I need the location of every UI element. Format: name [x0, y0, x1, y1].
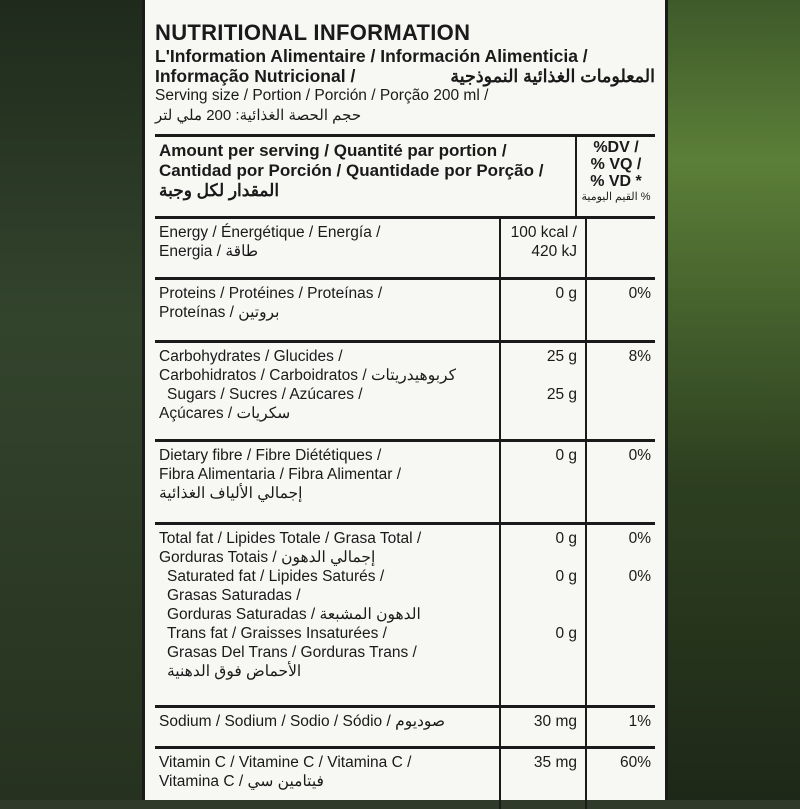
carbs-ar: كربوهيدريتات — [370, 367, 456, 384]
fat-gap-2 — [505, 586, 577, 605]
nutrition-label — [142, 0, 668, 800]
transfat-label-1: Trans fat / Graisses Insaturées / — [167, 625, 387, 642]
fat-label-1: Total fat / Lipides Totale / Grasa Total / — [159, 530, 422, 547]
energy-label-1: Energy / Énergétique / Energía / — [159, 224, 381, 241]
satfat-grams: 0 g — [555, 568, 577, 585]
fibre-label-2: Fibra Alimentaria / Fibra Alimentar / — [159, 466, 402, 483]
carbs-label — [155, 343, 499, 439]
fat-gap — [505, 548, 577, 567]
dv-line-2: % VQ / — [590, 156, 642, 173]
satfat-label-2: Grasas Saturadas / — [167, 587, 301, 604]
sugars-grams: 25 g — [546, 386, 577, 403]
dv-line-ar: % القيم اليومية — [581, 191, 651, 203]
sugars-label-2 — [159, 404, 495, 423]
satfat-dv-value: 0% — [628, 568, 651, 585]
energy-label-2 — [159, 242, 495, 261]
vitamin-c-label — [155, 749, 499, 809]
sodium-row — [155, 708, 655, 749]
fat-label — [155, 525, 499, 705]
label-subtitle-2 — [155, 66, 655, 86]
amount-line-3: المقدار لكل وجبة — [159, 181, 280, 200]
vitc-label-2 — [159, 772, 495, 791]
transfat-ar: الأحماض فوق الدهنية — [167, 663, 302, 680]
transfat-label-2: Grasas Del Trans / Gorduras Trans / — [167, 644, 417, 661]
subtitle-pt: Informação Nutricional / — [155, 66, 356, 86]
dv-line-3: % VD * — [590, 173, 642, 190]
fat-gap-3 — [505, 605, 577, 624]
carbs-dv: 8% — [585, 343, 655, 439]
label-subtitle: L'Information Alimentaire / Información Alimenticia / — [155, 46, 588, 66]
energy-kj: 420 kJ — [531, 243, 577, 260]
carbs-grams: 25 g — [546, 348, 577, 365]
sodium-latin: Sodium / Sodium / Sodio / Sódio / — [159, 713, 391, 730]
satfat-pt: Gorduras Saturadas / — [167, 606, 316, 623]
sugars-label-1: Sugars / Sucres / Azúcares / — [167, 386, 363, 403]
protein-label — [155, 280, 499, 340]
sugars-ar: سكريات — [236, 405, 291, 422]
sodium-label-1 — [159, 712, 495, 731]
carbs-row — [155, 343, 655, 442]
amount-line-2: Cantidad por Porción / Quantidade por Porção / — [159, 161, 544, 180]
energy-value — [499, 219, 585, 277]
energy-row — [155, 219, 655, 280]
energy-pt: Energia / — [159, 243, 222, 260]
transfat-grams: 0 g — [555, 625, 577, 642]
sodium-value: 30 mg — [499, 708, 585, 746]
amount-header-text — [155, 137, 575, 216]
satfat-ar: الدهون المشبعة — [319, 606, 421, 623]
fat-dv — [585, 525, 655, 705]
vitamin-c-dv: 60% — [585, 749, 655, 809]
fibre-dv: 0% — [585, 442, 655, 522]
nutrition-table — [155, 134, 655, 809]
energy-dv — [585, 219, 655, 277]
carbs-label-2 — [159, 366, 495, 385]
amount-line-1: Amount per serving / Quantité par portion / — [159, 141, 507, 160]
sugars-pt: Açúcares / — [159, 405, 233, 422]
energy-label — [155, 219, 499, 277]
carbs-value — [499, 343, 585, 439]
dv-header — [575, 137, 655, 216]
vitc-label-1: Vitamin C / Vitamine C / Vitamina C / — [159, 754, 412, 771]
protein-row — [155, 280, 655, 343]
fibre-ar: إجمالي الألياف الغذائية — [159, 485, 303, 502]
fat-grams: 0 g — [555, 530, 577, 547]
fat-dv-value: 0% — [628, 530, 651, 547]
protein-dv: 0% — [585, 280, 655, 340]
energy-kcal: 100 kcal / — [510, 224, 577, 241]
fat-label-2 — [159, 548, 495, 567]
vitc-pt: Vitamina C / — [159, 773, 244, 790]
vitamin-c-value: 35 mg — [499, 749, 585, 809]
carbs-label-1: Carbohydrates / Glucides / — [159, 348, 343, 365]
fat-dv-gap — [591, 548, 651, 567]
fat-ar: إجمالي الدهون — [281, 549, 376, 566]
fibre-value: 0 g — [499, 442, 585, 522]
serving-size: Serving size / Portion / Porción / Porção 200 ml / — [155, 87, 489, 104]
fat-row — [155, 525, 655, 708]
sodium-label — [155, 708, 499, 746]
satfat-label-1: Saturated fat / Lipides Saturés / — [167, 568, 385, 585]
sodium-ar: صوديوم — [395, 713, 446, 730]
background-right — [650, 0, 800, 800]
protein-label-1: Proteins / Protéines / Proteínas / — [159, 285, 383, 302]
protein-pt: Proteínas / — [159, 304, 234, 321]
carbs-gap — [505, 366, 577, 385]
label-title: NUTRITIONAL INFORMATION — [155, 20, 471, 45]
vitc-ar: فيتامين سي — [247, 773, 324, 790]
satfat-label-3 — [159, 605, 495, 624]
carbs-es-pt: Carbohidratos / Carboidratos / — [159, 367, 367, 384]
protein-ar: بروتين — [238, 304, 280, 321]
protein-value: 0 g — [499, 280, 585, 340]
protein-label-2 — [159, 303, 495, 322]
subtitle-ar: المعلومات الغذائية النموذجية — [450, 66, 655, 86]
serving-size-ar: حجم الحصة الغذائية: 200 ملي لتر — [155, 107, 362, 124]
fat-pt: Gorduras Totais / — [159, 549, 277, 566]
fibre-row — [155, 442, 655, 525]
fat-value — [499, 525, 585, 705]
vitamin-c-row — [155, 749, 655, 809]
fibre-label-1: Dietary fibre / Fibre Diététiques / — [159, 447, 382, 464]
background-left — [0, 0, 142, 800]
dv-line-1: %DV / — [593, 139, 639, 156]
amount-header-row — [155, 137, 655, 219]
label-header — [155, 20, 655, 126]
fibre-label — [155, 442, 499, 522]
energy-ar: طاقة — [225, 243, 259, 260]
sodium-dv: 1% — [585, 708, 655, 746]
